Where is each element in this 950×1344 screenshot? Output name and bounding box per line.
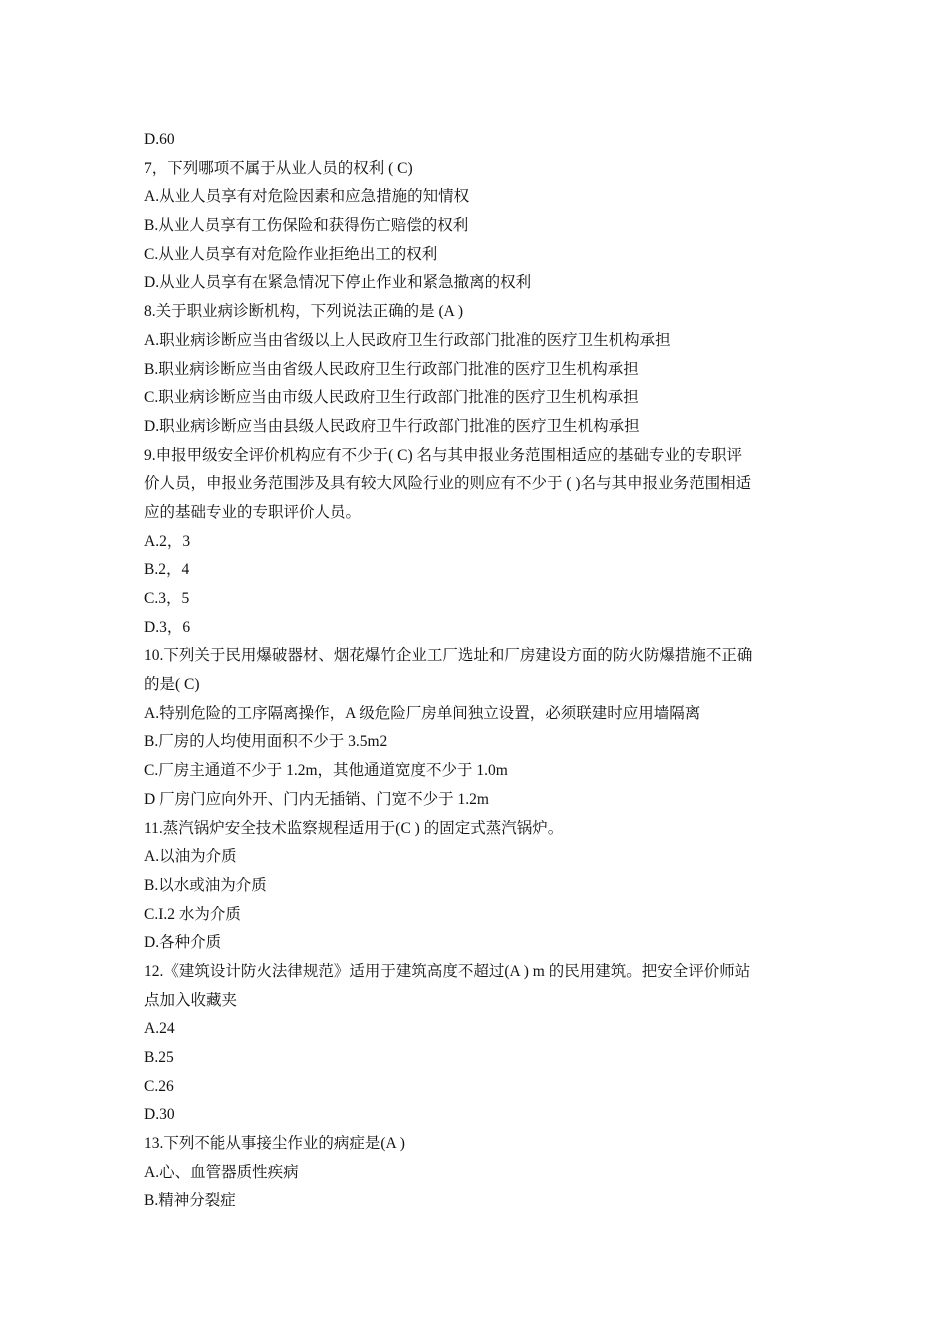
question-12: 12.《建筑设计防火法律规范》适用于建筑高度不超过(A ) m 的民用建筑。把安全评价师站 <box>144 962 751 980</box>
option-line: C.I.2 水为介质 <box>144 905 241 923</box>
option-line: A.特别危险的工序隔离操作，A 级危险厂房单间独立设置，必须联建时应用墙隔离 <box>144 704 701 722</box>
option-line: B.厂房的人均使用面积不少于 3.5m2 <box>144 733 388 751</box>
option-line: A.2，3 <box>144 532 191 550</box>
option-line: C.从业人员享有对危险作业拒绝出工的权利 <box>144 245 438 263</box>
option-line: D.30 <box>144 1106 175 1124</box>
option-line: D.3，6 <box>144 618 191 636</box>
option-line: A.24 <box>144 1020 175 1038</box>
option-line: B.职业病诊断应当由省级人民政府卫生行政部门批准的医疗卫生机构承担 <box>144 360 639 378</box>
option-line: B.精神分裂症 <box>144 1192 236 1210</box>
option-line: A.以油为介质 <box>144 848 237 866</box>
option-line: C.职业病诊断应当由市级人民政府卫生行政部门批准的医疗卫生机构承担 <box>144 389 639 407</box>
option-line: B.2，4 <box>144 561 190 579</box>
question-10-continued: 的是( C) <box>144 676 200 694</box>
question-9-continued: 应的基础专业的专职评价人员。 <box>144 503 362 521</box>
option-line: B.25 <box>144 1049 174 1066</box>
document-page <box>144 126 809 1216</box>
question-7: 7，下列哪项不属于从业人员的权利 ( C) <box>144 159 413 177</box>
question-12-continued: 点加入收藏夹 <box>144 991 238 1009</box>
option-line: A.职业病诊断应当由省级以上人民政府卫生行政部门批准的医疗卫生机构承担 <box>144 331 671 349</box>
option-line: D 厂房门应向外开、门内无插销、门宽不少于 1.2m <box>144 790 489 808</box>
question-13: 13.下列不能从事接尘作业的病症是(A ) <box>144 1135 405 1153</box>
question-9: 9.申报甲级安全评价机构应有不少于( C) 名与其申报业务范围相适应的基础专业的专职评 <box>144 446 743 464</box>
option-line: D.职业病诊断应当由县级人民政府卫牛行政部门批准的医疗卫生机构承担 <box>144 417 640 435</box>
option-line: A.心、血管器质性疾病 <box>144 1163 299 1181</box>
option-line: D.各种介质 <box>144 934 222 952</box>
text-line: D.60 <box>144 131 175 148</box>
question-8: 8.关于职业病诊断机构，下列说法正确的是 (A ) <box>144 303 464 321</box>
question-9-continued: 价人员，申报业务范围涉及具有较大风险行业的则应有不少于 ( )名与其申报业务范围相适 <box>144 475 752 493</box>
option-line: A.从业人员享有对危险因素和应急措施的知情权 <box>144 188 470 206</box>
question-11: 11.蒸汽锅炉安全技术监察规程适用于(C ) 的固定式蒸汽锅炉。 <box>144 819 564 837</box>
question-10: 10.下列关于民用爆破器材、烟花爆竹企业工厂选址和厂房建设方面的防火防爆措施不正确 <box>144 647 753 665</box>
option-line: C.26 <box>144 1077 174 1095</box>
option-line: C.3，5 <box>144 590 190 607</box>
option-line: B.以水或油为介质 <box>144 876 267 894</box>
option-line: B.从业人员享有工伤保险和获得伤亡赔偿的权利 <box>144 217 469 235</box>
option-line: D.从业人员享有在紧急情况下停止作业和紧急撤离的权利 <box>144 274 532 292</box>
option-line: C.厂房主通道不少于 1.2m，其他通道宽度不少于 1.0m <box>144 762 508 780</box>
